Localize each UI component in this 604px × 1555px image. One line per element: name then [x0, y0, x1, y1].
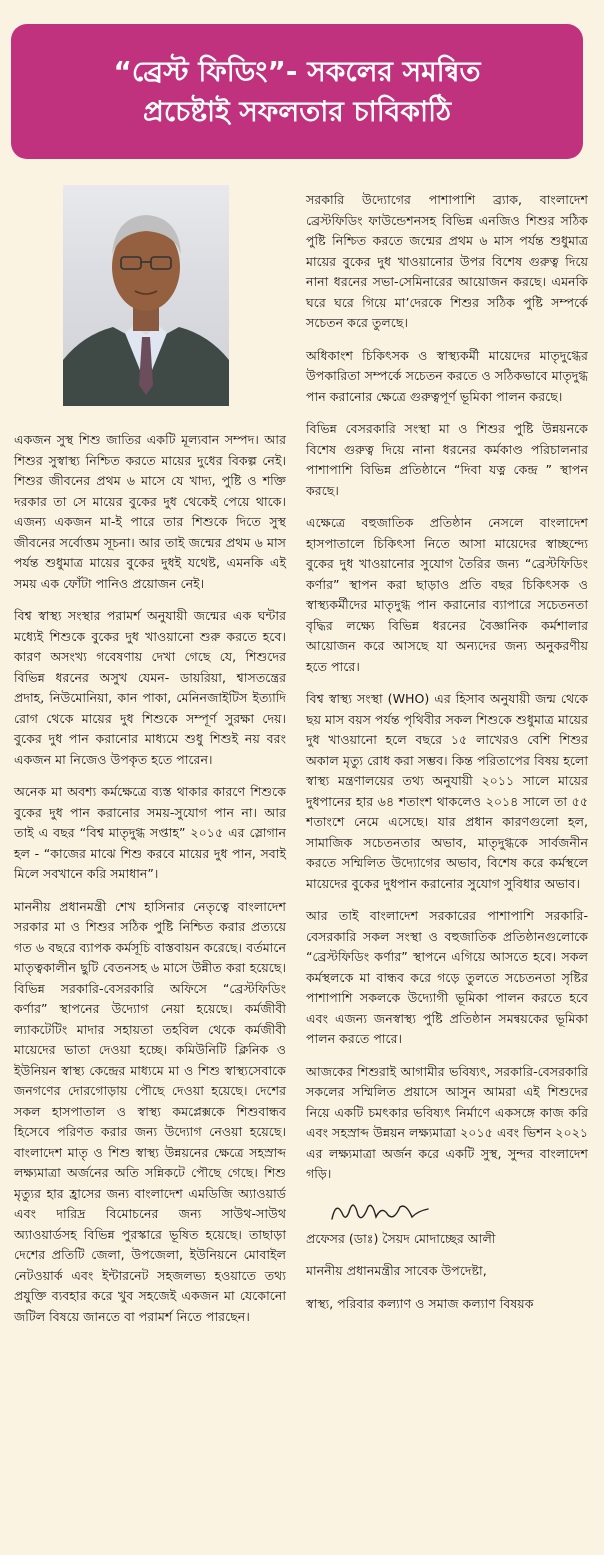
paragraph: মাননীয় প্রধানমন্ত্রী শেখ হাসিনার নেতৃত্বে বাংলাদেশ সরকার মা ও শিশুর সঠিক পুষ্টি নিশ্চিত করার প্রত্যয়ে গত ৬ বছরে ব্যাপক কর্মসূচি বাস্তবায়ন করেছে। বর্তমানে মাতৃত্বকালীন ছুটি বেতনসহ ৬ মাসে উন্নীত করা হয়েছে। বিভিন্ন সরকারি-বেসরকারি অফিসে “ব্রেস্টফিডিং কর্ণার” স্থাপনের উদ্যোগ নেয়া হয়েছে। কর্মজীবী ল্যাকটেটিং মাদার সহায়তা তহবিল থেকে কর্মজীবী মায়েদের ভাতা দেওয়া হচ্ছে। কমিউনিটি ক্লিনিক ও ইউনিয়ন স্বাস্থ্য কেন্দ্রের মাধ্যমে মা ও শিশু স্বাস্থ্যসেবাকে জনগণের দোরগোড়ায় পৌছে দেওয়া হয়েছে। দেশের সকল হাসপাতাল ও স্বাস্থ্য কমপ্লেক্সকে শিশুবান্ধব হিসেবে পরিণত করার জন্য উদ্যোগ নেওয়া হয়েছে। বাংলাদেশ মাতৃ ও শিশু স্বাস্থ্য উন্নয়নের ক্ষেত্রে সহস্রাব্দ লক্ষ্যমাত্রা অর্জনের অতি সন্নিকটে পৌছে গেছে। শিশু মৃত্যুর হার হ্রাসের জন্য বাংলাদেশ এমডিজি অ্যাওয়ার্ড এবং দারিদ্র বিমোচনের জন্য সাউথ-সাউথ অ্যাওয়ার্ডসহ বিভিন্ন পুরস্কারে ভূষিত হয়েছে। তাছাড়া দেশের প্রতিটি জেলা, উপজেলা, ইউনিয়নে মোবাইল নেটওয়ার্ক এবং ইন্টারনেট সহজলভ্য হওয়াতে তথ্য প্রযুক্তি ব্যবহার করে খুব সহজেই একজন মা যেকোনো জটিল বিষয়ে জানতে বা পরামর্শ নিতে পারছেন। [14, 898, 286, 1324]
author-title-line-1: মাননীয় প্রধানমন্ত্রীর সাবেক উপদেষ্টা, [306, 1263, 487, 1278]
paragraph: একজন সুস্থ শিশু জাতির একটি মূল্যবান সম্পদ। আর শিশুর সুস্বাস্থ্য নিশ্চিত করতে মায়ের দুধের বিকল্প নেই। শিশুর জীবনের প্রথম ৬ মাসে যে খাদ্য, পুষ্টি ও শক্তি দরকার তা সে মায়ের বুকের দুধ থেকেই পেয়ে থাকে। এজন্য একজন মা-ই পারে তার শিশুকে দিতে সুস্থ জীবনের সর্বোত্তম সূচনা। আর তাই জন্মের প্রথম ৬ মাস পর্যন্ত শুধুমাত্র মায়ের বুকের দুধই যথেষ্ট, এমনকি এই সময় এক ফোঁটা পানিও প্রয়োজন নেই। [14, 432, 286, 591]
paragraph: আজকের শিশুরাই আগামীর ভবিষ্যৎ, সরকারি-বেসরকারি সকলের সম্মিলিত প্রয়াসে আসুন আমরা এই শিশুদের নিয়ে একটি চমৎকার ভবিষ্যৎ নির্মাণে একসঙ্গে কাজ করি এবং সহস্রাব্দ উন্নয়ন লক্ষ্যমাত্রা ২০১৫ এবং ভিশন ২০২১ এর লক্ষ্যমাত্রা অর্জন করে একটি সুস্থ, সুন্দর বাংলাদেশ গড়ি। [306, 1063, 588, 1181]
paragraph: বিশ্ব স্বাস্থ্য সংস্থা (WHO) এর হিসাব অনুযায়ী জন্ম থেকে ছয় মাস বয়স পর্যন্ত পৃথিবীর সকল শিশুকে শুধুমাত্র মায়ের দুধ খাওয়ানো হলে বছরে ১৫ লাখেরও বেশি শিশুর অকাল মৃত্যু রোধ করা সম্ভব। কিন্ত পরিতাপের বিষয় হলো স্বাস্থ্য মন্ত্রণালয়ের তথ্য অনুযায়ী ২০১১ সালে মায়ের দুধপানের হার ৬৪ শতাংশ থাকলেও ২০১৪ সালে তা ৫৫ শতাংশে নেমে এসেছে। যার প্রধান কারণগুলো হল, সামাজিক সচেতনতার অভাব, মাতৃদুগ্ধকে সার্বজনীন করতে সম্মিলিত উদ্যোগের অভাব, বিশেষ করে কর্মস্থলে মায়েদের বুকের দুধপান করানোর সুযোগ সুবিধার অভাব। [306, 691, 588, 891]
headline-line-2: প্রচেষ্টাই সফলতার চাবিকাঠি [142, 94, 452, 128]
headline-line-1: “ব্রেস্ট ফিডিং”- সকলের সমন্বিত [113, 54, 481, 88]
paragraph: বিশ্ব স্বাস্থ্য সংস্থার পরামর্শ অনুযায়ী জন্মের এক ঘন্টার মধ্যেই শিশুকে বুকের দুধ খাওয়ানো শুরু করতে হবে। কারণ অসংখ্য গবেষণায় দেখা গেছে যে, শিশুদের বিভিন্ন ধরনের অসুখ যেমন- ডায়রিয়া, শ্বাসতন্ত্রের প্রদাহ, নিউমোনিয়া, কান পাকা, মেনিনজাইটিস ইত্যাদি রোগ থেকে মায়ের দুধ শিশুকে সম্পূর্ণ সুরক্ষা দেয়। বুকের দুধ পান করানোর মাধ্যমে শুধু শিশুই নয় বরং একজন মা নিজেও উপকৃত হতে পারেন। [14, 608, 286, 767]
author-signature [328, 1197, 588, 1227]
left-column [14, 430, 286, 1339]
author-photo [63, 185, 229, 406]
paragraph: সরকারি উদ্যোগের পাশাপাশি ব্র্যাক, বাংলাদেশ ব্রেস্টফিডিং ফাউন্ডেশনসহ বিভিন্ন এনজিও শিশুর সঠিক পুষ্টি নিশ্চিত করতে জন্মের প্রথম ৬ মাস পর্যন্ত শুধুমাত্র মায়ের বুকের দুধ খাওয়ানোর উপর বিশেষ গুরুত্ব দিয়ে নানা ধরনের সভা-সেমিনারের আয়োজন করছে। এমনকি ঘরে ঘরে গিয়ে মা’দেরকে শিশুর সঠিক পুষ্টি সম্পর্কে সচেতন করে তুলছে। [306, 192, 588, 330]
headline-banner [11, 24, 583, 159]
paragraph: আর তাই বাংলাদেশ সরকারের পাশাপাশি সরকারি-বেসরকারি সকল সংস্থা ও বহুজাতিক প্রতিষ্ঠানগুলোকে “ব্রেস্টফিডিং কর্ণার” স্থাপনে এগিয়ে আসতে হবে। সকল কর্মস্থলকে মা বান্ধব করে গড়ে তুলতে সচেতনতা সৃষ্টির পাশাপাশি সকলকে উদ্যোগী ভূমিকা পালন করতে হবে এবং এজন্য জনস্বাস্থ্য পুষ্টি প্রতিষ্ঠান সমন্বয়কের ভূমিকা পালন করতে পারে। [306, 908, 588, 1046]
author-title-line-2: স্বাস্থ্য, পরিবার কল্যাণ ও সমাজ কল্যাণ বিষয়ক [306, 1295, 534, 1311]
paragraph: বিভিন্ন বেসরকারি সংস্থা মা ও শিশুর পুষ্টি উন্নয়নকে বিশেষ গুরুত্ব দিয়ে নানা ধরনের কর্মকাণ্ড পরিচালনার পাশাপাশি বিভিন্ন প্রতিষ্ঠানে “দিবা যত্ন কেন্দ্র ” স্থাপন করছে। [306, 421, 588, 498]
paragraph: এক্ষেত্রে বহুজাতিক প্রতিষ্ঠান নেসলে বাংলাদেশ হাসপাতালে চিকিৎসা নিতে আসা মায়েদের স্বাচ্ছন্দ্যে বুকের দুধ খাওয়ানোর সুযোগ তৈরির জন্য “ব্রেস্টফিডিং কর্ণার” স্থাপন করা ছাড়াও প্রতি বছর চিকিৎসক ও স্বাস্থ্যকর্মীদের মাতৃদুগ্ধ পান করানোর ব্যাপারে সচেতনতা বৃদ্ধির লক্ষ্যে বিভিন্ন ধরনের বৈজ্ঞানিক কর্মশালার আয়োজন করে আসছে যা অন্যদের জন্য অনুকরণীয় হতে পারে। [306, 515, 588, 674]
paragraph: অনেক মা অবশ্য কর্মক্ষেত্রে ব্যস্ত থাকার কারণে শিশুকে বুকের দুধ পান করানোর সময়-সুযোগ পান না। আর তাই এ বছর “বিশ্ব মাতৃদুগ্ধ সপ্তাহ” ২০১৫ এর স্লোগান হল - “কাজের মাঝে শিশু করবে মায়ের দুধ পান, সবাই মিলে সবখানে করি সমাধান”। [14, 784, 286, 881]
paragraph: অধিকাংশ চিকিৎসক ও স্বাস্থ্যকর্মী মায়েদের মাতৃদুগ্ধের উপকারিতা সম্পর্কে সচেতন করতে ও সঠিকভাবে মাতৃদুগ্ধ পান করানোর ক্ষেত্রে গুরুত্বপূর্ণ ভূমিকা পালন করছে। [306, 347, 588, 404]
right-column [306, 190, 588, 1326]
author-name: প্রফেসর (ডাঃ) সৈয়দ মোদাচ্ছের আলী [306, 1230, 496, 1246]
